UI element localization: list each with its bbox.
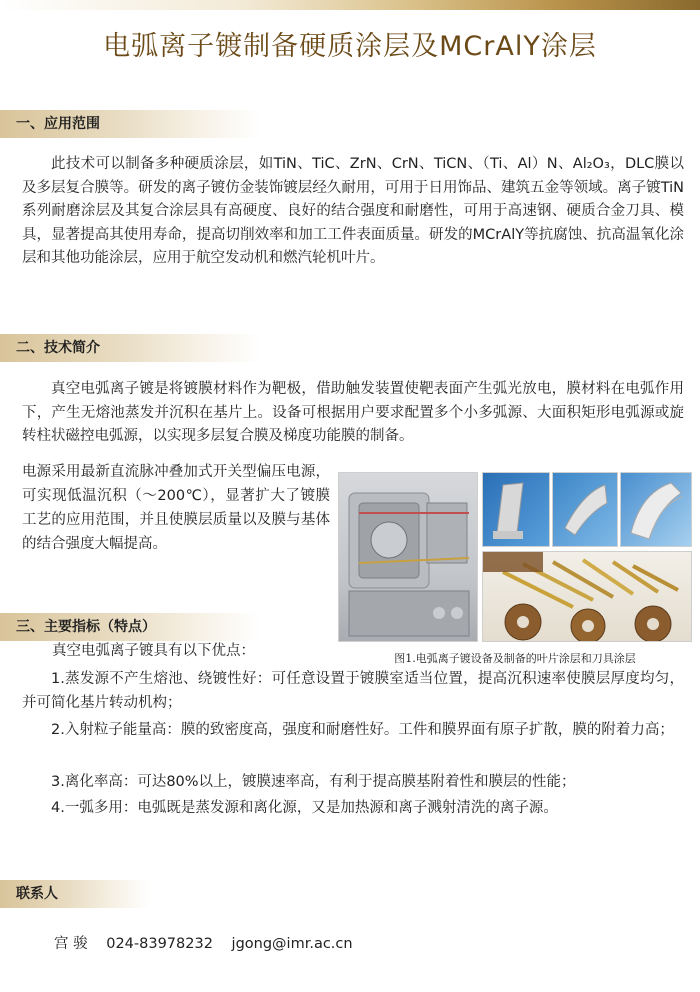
turbine-blade-icon <box>483 473 550 547</box>
tools-photo <box>482 551 692 642</box>
turbine-blade-icon <box>553 473 618 547</box>
turbine-blade-icon <box>621 473 692 547</box>
blade-photo-1 <box>482 472 550 547</box>
contact-line <box>54 932 367 953</box>
contact-email[interactable]: jgong@imr.ac.cn <box>231 936 353 952</box>
technology-paragraph-narrow: 电源采用最新直流脉冲叠加式开关型偏压电源，可实现低温沉积（～200℃），显著扩大了镀膜工艺的应用范围，并且使膜层质量以及膜与基体的结合强度大幅提高。 <box>22 464 330 552</box>
application-paragraph: 此技术可以制备多种硬质涂层，如TiN、TiC、ZrN、CrN、TiCN、（Ti、Al）N、Al₂O₃，DLC膜以及多层复合膜等。研发的离子镀仿金装饰镀层经久耐用，可用于日用饰品、建筑五金等领域。离子镀TiN系列耐磨涂层及其复合涂层具有高硬度、良好的结合强度和耐磨性，可用于高速钢、硬质合金刀具、模具，显著提高其使用寿命，提高切削效率和加工工件表面质量。研发的MCrAlY等抗腐蚀、抗高温氧化涂层和其他功能涂层，应用于航空发动机和燃汽轮机叶片。 <box>22 156 684 266</box>
section-heading-contact: 联系人 <box>0 880 150 908</box>
contact-phone: 024-83978232 <box>106 936 213 952</box>
equipment-photo <box>338 472 478 642</box>
indicator-item-4: 4.一弧多用：电弧既是蒸发源和离化源，又是加热源和离子溅射清洗的离子源。 <box>51 800 558 816</box>
indicators-intro: 真空电弧离子镀具有以下优点： <box>52 643 255 659</box>
blade-photo-2 <box>552 472 618 547</box>
cutting-tools-icon <box>483 552 692 642</box>
section-heading-indicators: 三、主要指标（特点） <box>0 613 260 641</box>
section-heading-technology: 二、技术简介 <box>0 334 260 362</box>
top-gold-bar <box>0 0 700 10</box>
page-title: 电弧离子镀制备硬质涂层及MCrAlY涂层 <box>103 31 597 62</box>
indicator-item-3: 3.离化率高：可达80%以上，镀膜速率高，有利于提高膜基附着性和膜层的性能； <box>51 774 576 790</box>
blade-photo-3 <box>620 472 692 547</box>
figure-caption: 图1.电弧离子镀设备及制备的叶片涂层和刀具涂层 <box>394 652 636 665</box>
indicator-item-1: 1.蒸发源不产生熔池、绕镀性好：可任意设置于镀膜室适当位置，提高沉积速率使膜层厚度均匀，并可简化基片转动机构； <box>22 671 684 711</box>
contact-name: 宫 骏 <box>54 936 88 952</box>
figure-photos <box>338 472 692 642</box>
indicator-item-2: 2.入射粒子能量高：膜的致密度高，强度和耐磨性好。工件和膜界面有原子扩散，膜的附着力高； <box>51 722 674 738</box>
vacuum-chamber-icon <box>339 473 478 642</box>
technology-paragraph: 真空电弧离子镀是将镀膜材料作为靶极，借助触发装置使靶表面产生弧光放电，膜材料在电弧作用下，产生无熔池蒸发并沉积在基片上。设备可根据用户要求配置多个小多弧源、大面积矩形电弧源或旋转柱状磁控电弧源，以实现多层复合膜及梯度功能膜的制备。 <box>22 381 684 444</box>
section-heading-application: 一、应用范围 <box>0 110 260 138</box>
